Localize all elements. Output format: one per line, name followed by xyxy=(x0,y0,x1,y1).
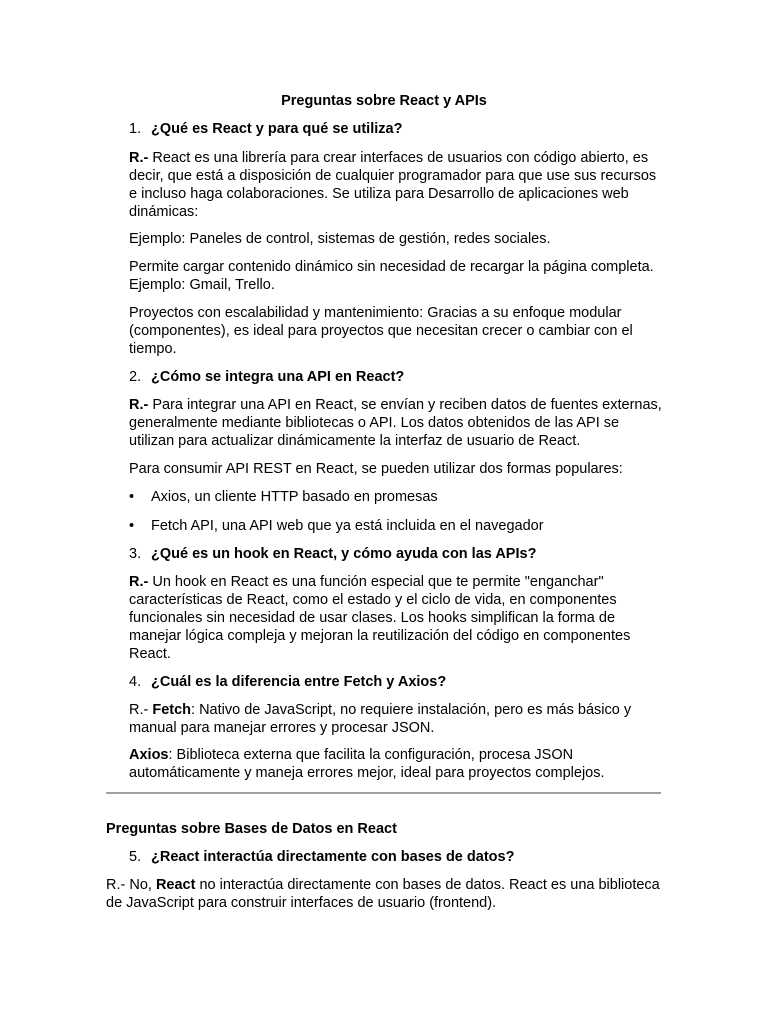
question-3-number: 3. xyxy=(129,546,142,562)
bullet-icon: • xyxy=(129,489,135,505)
answer-2 xyxy=(129,396,664,450)
fetch-term: Fetch xyxy=(152,702,192,718)
document-title: Preguntas sobre React y APIs xyxy=(281,93,487,109)
question-5-number: 5. xyxy=(129,849,142,865)
question-1 xyxy=(129,120,664,138)
question-4 xyxy=(129,673,664,691)
answer-5 xyxy=(106,876,666,912)
answer-3 xyxy=(129,573,664,663)
answer-5-text: no interactúa directamente con bases de datos. React es una biblioteca de JavaScript para construir interfaces de usuario (frontend). xyxy=(106,877,660,911)
answer-1-text: React es una librería para crear interfaces de usuarios con código abierto, es decir, que está a disposición de cualquier programador para que use sus recursos e incluso haga colaboraciones. Se utiliza para Desarrollo de aplicaciones web dinámicas: xyxy=(129,150,657,220)
question-2 xyxy=(129,368,664,386)
answer-3-prefix: R.- xyxy=(129,574,149,590)
question-4-text: ¿Cuál es la diferencia entre Fetch y Axios? xyxy=(151,674,447,690)
question-2-number: 2. xyxy=(129,369,142,385)
section-2-title: Preguntas sobre Bases de Datos en React xyxy=(106,821,397,837)
axios-description: : Biblioteca externa que facilita la configuración, procesa JSON automáticamente y maneja errores mejor, ideal para proyectos complejos. xyxy=(129,747,605,781)
answer-2-text: Para integrar una API en React, se envían y reciben datos de fuentes externas, generalmente mediante bibliotecas o API. Los datos obtenidos de las API se utilizan para actualizar dinámicamente la interfaz de usuario de React. xyxy=(129,397,662,449)
axios-term: Axios xyxy=(129,747,169,763)
question-2-text: ¿Cómo se integra una API en React? xyxy=(151,369,405,385)
question-3 xyxy=(129,545,664,563)
question-4-number: 4. xyxy=(129,674,142,690)
answer-1-prefix: R.- xyxy=(129,150,149,166)
answer-4-axios xyxy=(129,746,664,782)
react-term: React xyxy=(155,877,196,893)
answer-4-prefix: R.- xyxy=(129,702,153,718)
answer-1-scalability: Proyectos con escalabilidad y mantenimiento: Gracias a su enfoque modular (componentes), es ideal para proyectos que necesitan crecer o cambiar con el tiempo. xyxy=(129,305,633,357)
answer-5-prefix: R.- No, xyxy=(106,877,156,893)
question-3-text: ¿Qué es un hook en React, y cómo ayuda con las APIs? xyxy=(151,546,537,562)
bullet-icon: • xyxy=(129,518,135,534)
question-1-number: 1. xyxy=(129,121,142,137)
question-5-text: ¿React interactúa directamente con bases de datos? xyxy=(151,849,515,865)
question-1-text: ¿Qué es React y para qué se utiliza? xyxy=(151,121,403,137)
answer-2-prefix: R.- xyxy=(129,397,149,413)
answer-2-rest: Para consumir API REST en React, se pueden utilizar dos formas populares: xyxy=(129,461,623,477)
answer-1 xyxy=(129,149,664,221)
question-5 xyxy=(129,848,664,866)
horizontal-divider xyxy=(106,792,661,794)
fetch-description: : Nativo de JavaScript, no requiere instalación, pero es más básico y manual para manejar errores y procesar JSON. xyxy=(129,702,632,736)
answer-3-text: Un hook en React es una función especial que te permite "enganchar" características de React, como el estado y el ciclo de vida, en componentes funcionales sin necesidad de usar clases. Los hooks simplifican la forma de manejar lógica compleja y mejoran la reutilización del código en componentes React. xyxy=(129,574,631,662)
answer-1-example: Ejemplo: Paneles de control, sistemas de gestión, redes sociales. xyxy=(129,231,551,247)
answer-1-dynamic: Permite cargar contenido dinámico sin necesidad de recargar la página completa. Ejemplo: Gmail, Trello. xyxy=(129,259,654,293)
list-item-text: Fetch API, una API web que ya está incluida en el navegador xyxy=(151,518,544,534)
list-item-text: Axios, un cliente HTTP basado en promesas xyxy=(151,489,438,505)
answer-4-fetch xyxy=(129,701,664,737)
